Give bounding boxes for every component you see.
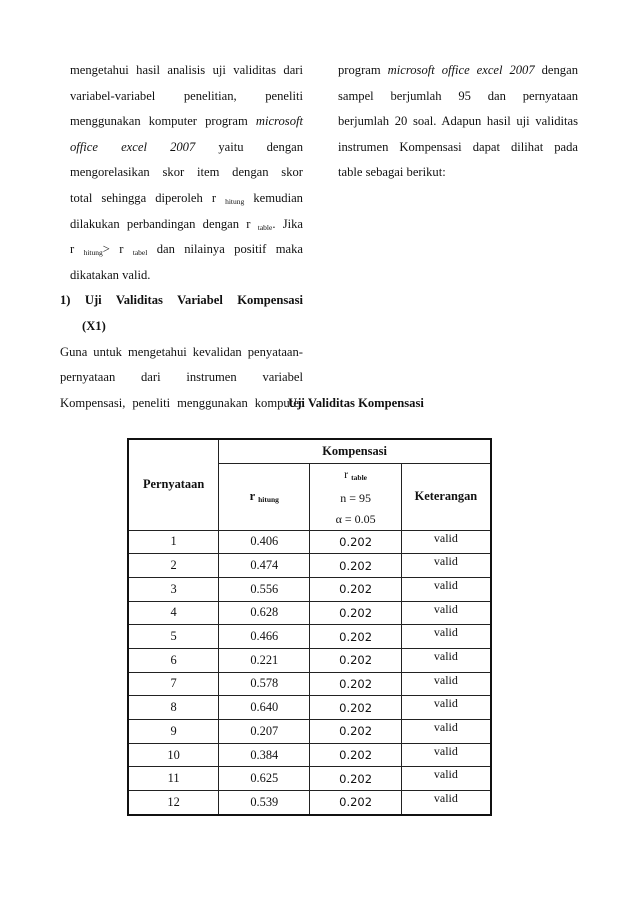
header-r-table: r $_{table}$ n = 95 α = 0.05 [310, 463, 401, 530]
cell-keterangan: valid [401, 554, 491, 578]
cell-no: 11 [128, 767, 219, 791]
body-text-line: table sebagai berikut: [338, 165, 446, 180]
section-heading-cont: (X1) [82, 318, 106, 333]
cell-r-table: 0.202 [310, 577, 401, 601]
table-row [128, 791, 491, 815]
cell-no: 8 [128, 696, 219, 720]
left-column [60, 58, 303, 416]
body-text-line: Guna untuk mengetahui kevalidan penyataan- [60, 344, 303, 359]
body-text-line: berjumlah 20 soal. Adapun hasil uji validitas [338, 114, 578, 129]
cell-r-hitung: 0.556 [219, 577, 310, 601]
cell-r-table: 0.202 [310, 601, 401, 625]
cell-keterangan: valid [401, 672, 491, 696]
table-row [128, 696, 491, 720]
cell-r-hitung: 0.625 [219, 767, 310, 791]
cell-keterangan: valid [401, 720, 491, 744]
table-row [128, 743, 491, 767]
body-text-line: menggunakan komputer program microsoft [70, 114, 303, 129]
body-text-line: sampel berjumlah 95 dan pernyataan [338, 88, 578, 103]
body-text-line: dikatakan valid. [70, 267, 151, 282]
body-text-line: pernyataan dari instrumen variabel [60, 370, 303, 385]
cell-r-table: 0.202 [310, 625, 401, 649]
body-text-line: r $_{hitung}$> r $_{tabel}$ dan nilainya positif maka [70, 242, 303, 258]
cell-no: 12 [128, 791, 219, 815]
header-group-kompensasi: Kompensasi [219, 439, 491, 463]
body-text-line: mengetahui hasil analisis uji validitas dari [70, 63, 303, 77]
cell-r-hitung: 0.628 [219, 601, 310, 625]
header-keterangan: Keterangan [401, 463, 491, 530]
validity-table [127, 438, 492, 816]
body-text-line: dilakukan perbandingan dengan r $_{table}$. Jika [70, 216, 303, 232]
cell-no: 3 [128, 577, 219, 601]
cell-no: 5 [128, 625, 219, 649]
body-text-line: program microsoft office excel 2007 dengan [338, 63, 578, 77]
table-row [128, 672, 491, 696]
table-row [128, 554, 491, 578]
table-row [128, 648, 491, 672]
cell-r-table: 0.202 [310, 720, 401, 744]
cell-keterangan: valid [401, 743, 491, 767]
cell-keterangan: valid [401, 648, 491, 672]
table-row [128, 601, 491, 625]
cell-no: 2 [128, 554, 219, 578]
cell-r-table: 0.202 [310, 696, 401, 720]
cell-r-hitung: 0.406 [219, 530, 310, 554]
table-title: Uji Validitas Kompensasi [288, 396, 424, 410]
right-column [338, 58, 578, 186]
table-row [128, 625, 491, 649]
cell-no: 7 [128, 672, 219, 696]
cell-r-hitung: 0.207 [219, 720, 310, 744]
header-pernyataan: Pernyataan [128, 439, 219, 530]
table-row [128, 720, 491, 744]
section-heading: 1) Uji Validitas Variabel Kompensasi [60, 293, 303, 308]
table-row [128, 767, 491, 791]
cell-keterangan: valid [401, 791, 491, 815]
cell-keterangan: valid [401, 577, 491, 601]
body-text-line: mengorelasikan skor item dengan skor [70, 165, 303, 180]
cell-keterangan: valid [401, 601, 491, 625]
cell-r-table: 0.202 [310, 743, 401, 767]
body-text-line: variabel-variabel penelitian, peneliti [70, 88, 303, 103]
cell-r-table: 0.202 [310, 791, 401, 815]
cell-r-table: 0.202 [310, 554, 401, 578]
cell-r-hitung: 0.539 [219, 791, 310, 815]
cell-no: 10 [128, 743, 219, 767]
cell-r-hitung: 0.221 [219, 648, 310, 672]
cell-keterangan: valid [401, 530, 491, 554]
cell-no: 1 [128, 530, 219, 554]
body-text-line: Kompensasi, peneliti menggunakan komputer [60, 395, 303, 410]
cell-r-hitung: 0.578 [219, 672, 310, 696]
table-row [128, 530, 491, 554]
cell-no: 4 [128, 601, 219, 625]
cell-r-table: 0.202 [310, 530, 401, 554]
cell-r-hitung: 0.384 [219, 743, 310, 767]
cell-r-table: 0.202 [310, 672, 401, 696]
body-text-line: instrumen Kompensasi dapat dilihat pada [338, 139, 578, 154]
cell-no: 6 [128, 648, 219, 672]
cell-no: 9 [128, 720, 219, 744]
table-row [128, 577, 491, 601]
cell-r-hitung: 0.466 [219, 625, 310, 649]
body-text-line: office excel 2007 yaitu dengan [70, 139, 304, 154]
header-r-hitung: r $_{hitung}$ [219, 463, 310, 530]
body-text-line: total sehingga diperoleh r $_{hitung}$ kemudian [70, 190, 303, 206]
cell-r-table: 0.202 [310, 767, 401, 791]
cell-r-table: 0.202 [310, 648, 401, 672]
cell-keterangan: valid [401, 625, 491, 649]
cell-r-hitung: 0.640 [219, 696, 310, 720]
cell-keterangan: valid [401, 767, 491, 791]
cell-r-hitung: 0.474 [219, 554, 310, 578]
cell-keterangan: valid [401, 696, 491, 720]
